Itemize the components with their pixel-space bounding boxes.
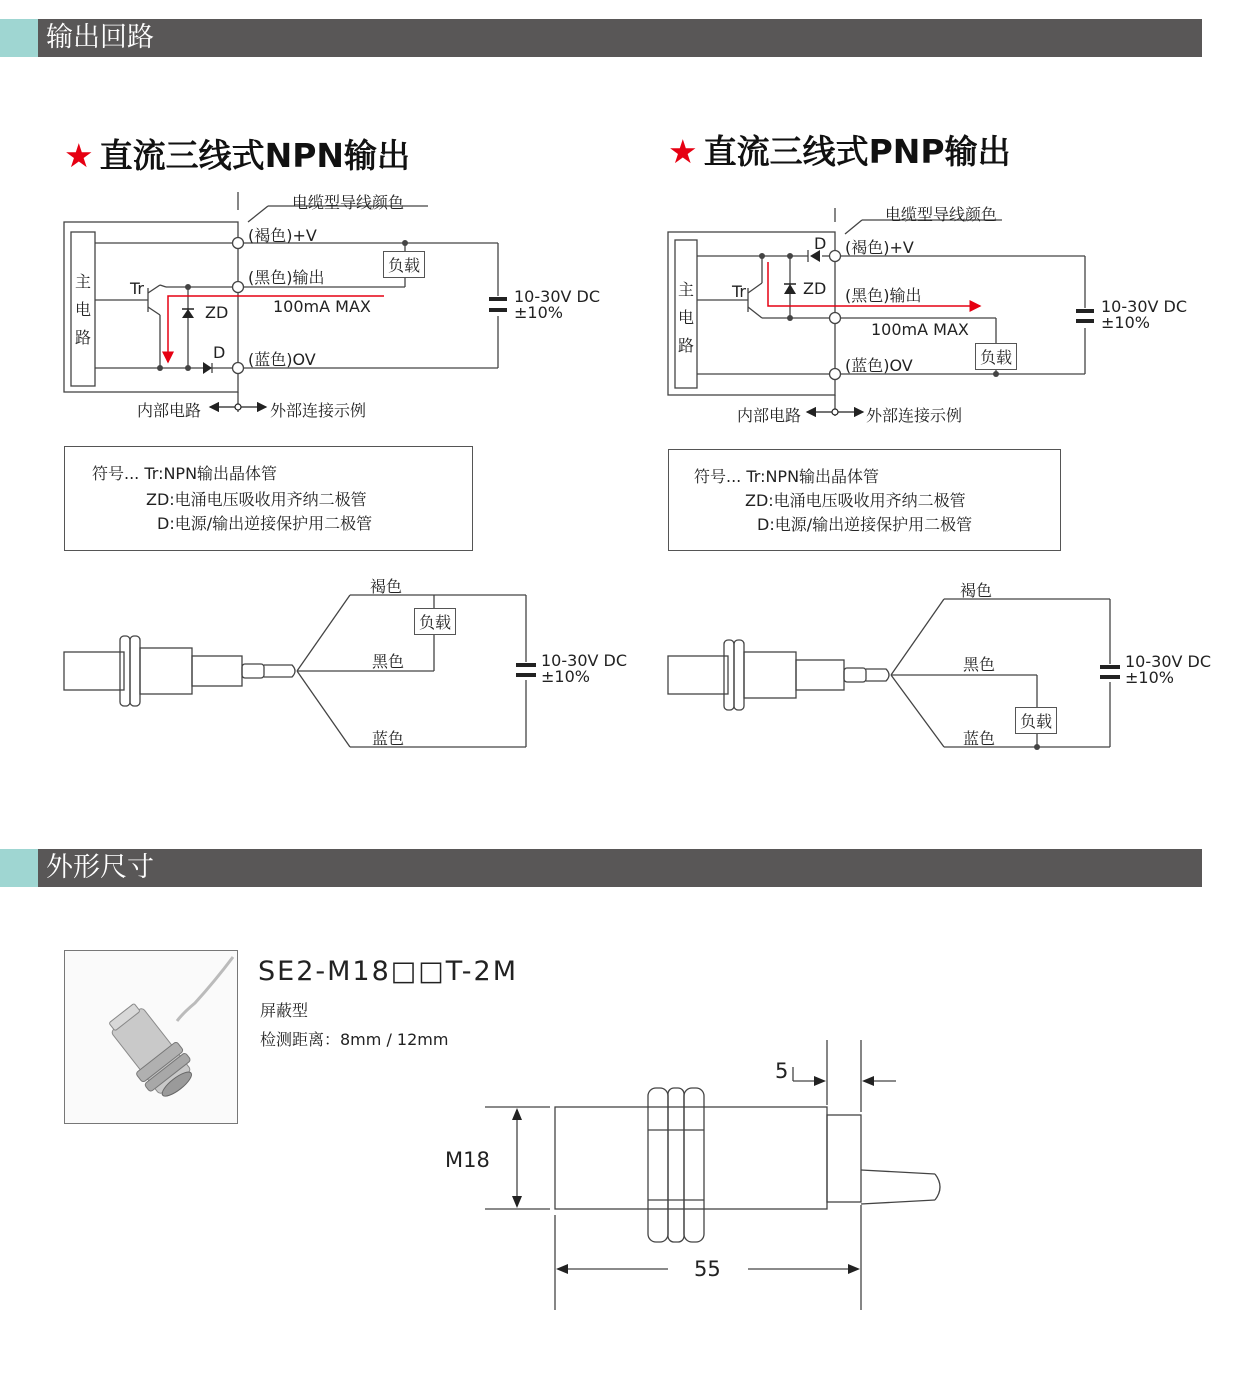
wire-blue-label: 蓝色 — [963, 729, 996, 748]
terminal-v-label: (褐色)+V — [248, 226, 317, 245]
tolerance-label: ±10% — [514, 303, 563, 322]
tolerance-label: ±10% — [1101, 313, 1150, 332]
legend-line: ZD:电涌电压吸收用齐纳二极管 — [146, 490, 367, 509]
npn-heading: ★ 直流三线式NPN输出 — [64, 136, 411, 175]
terminal-0v-label: (蓝色)OV — [845, 356, 913, 375]
section-title: 外形尺寸 — [46, 852, 154, 883]
terminal-out-label: (黑色)输出 — [248, 268, 325, 287]
internal-label: 内部电路 — [137, 401, 202, 420]
internal-label: 内部电路 — [737, 406, 802, 425]
dim-length: 55 — [694, 1257, 721, 1281]
section-title: 输出回路 — [46, 22, 154, 53]
main-circuit-label: 主 电 路 — [74, 272, 91, 347]
supply-label: 10-30V DC — [514, 287, 601, 306]
load-box: 负载 — [975, 343, 1017, 370]
external-label: 外部连接示例 — [270, 401, 367, 420]
product-photo — [64, 950, 238, 1124]
dim-thread: M18 — [445, 1148, 490, 1172]
load-box: 负载 — [1015, 707, 1057, 734]
legend-line: D:电源/输出逆接保护用二极管 — [757, 515, 973, 534]
load-box: 负载 — [414, 608, 456, 635]
terminal-out-label: (黑色)输出 — [845, 286, 922, 305]
legend-line: 符号... Tr:NPN输出晶体管 — [92, 464, 278, 483]
cable-note: 电缆型导线颜色 — [292, 193, 405, 212]
tolerance-label: ±10% — [1125, 668, 1174, 687]
zd-label: ZD — [205, 303, 229, 322]
wire-brown-label: 褐色 — [960, 581, 993, 600]
section-bar-dimensions — [0, 849, 1202, 887]
legend-line: ZD:电涌电压吸收用齐纳二极管 — [745, 491, 966, 510]
section-accent — [0, 849, 38, 887]
npn-legend-box — [64, 446, 473, 551]
tr-label: Tr — [130, 279, 144, 298]
main-circuit-label: 主 电 路 — [677, 280, 694, 355]
zd-label: ZD — [803, 279, 827, 298]
d-label: D — [213, 343, 226, 362]
wire-black-label: 黑色 — [372, 652, 405, 671]
legend-line: 符号... Tr:NPN输出晶体管 — [694, 467, 880, 486]
model-number: SE2-M18□□T-2M — [258, 956, 519, 987]
current-label: 100mA MAX — [273, 297, 371, 316]
wire-blue-label: 蓝色 — [372, 729, 405, 748]
detect-distance: 检测距离：8mm / 12mm — [260, 1030, 449, 1049]
supply-label: 10-30V DC — [1101, 297, 1188, 316]
wire-black-label: 黑色 — [963, 655, 996, 674]
tr-label: Tr — [732, 282, 746, 301]
pnp-heading: ★ 直流三线式PNP输出 — [668, 132, 1011, 171]
pnp-legend-box — [668, 449, 1061, 551]
load-box: 负载 — [383, 251, 425, 278]
supply-label: 10-30V DC — [1125, 652, 1212, 671]
shield-type: 屏蔽型 — [260, 1001, 309, 1020]
star-icon: ★ — [64, 136, 94, 175]
external-label: 外部连接示例 — [866, 406, 963, 425]
current-label: 100mA MAX — [871, 320, 969, 339]
supply-label: 10-30V DC — [541, 651, 628, 670]
wire-brown-label: 褐色 — [370, 577, 403, 596]
sensor-icon — [65, 951, 237, 1123]
dim-cap: 5 — [775, 1059, 789, 1083]
tolerance-label: ±10% — [541, 667, 590, 686]
cable-note: 电缆型导线颜色 — [885, 205, 998, 224]
terminal-0v-label: (蓝色)OV — [248, 350, 316, 369]
d-label: D — [814, 234, 827, 253]
star-icon: ★ — [668, 132, 698, 171]
terminal-v-label: (褐色)+V — [845, 238, 914, 257]
legend-line: D:电源/输出逆接保护用二极管 — [157, 514, 373, 533]
